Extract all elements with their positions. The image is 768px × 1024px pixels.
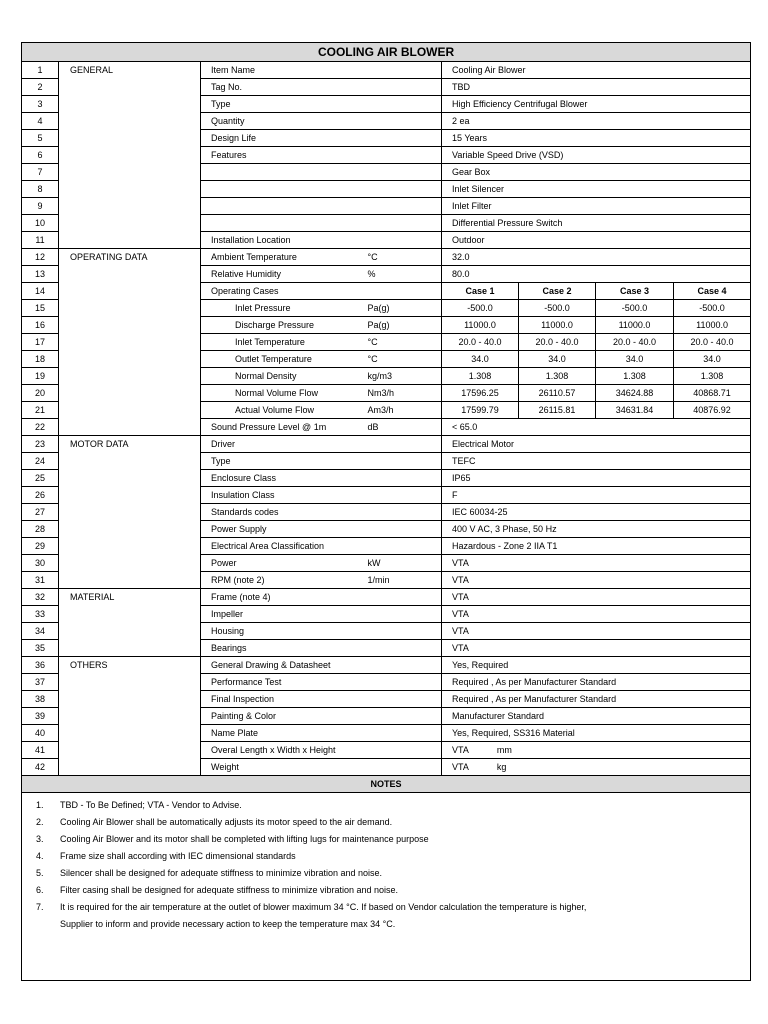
row-number: 30 [22, 555, 59, 572]
unit-label: kg/m3 [364, 368, 442, 385]
value-text: 400 V AC, 3 Phase, 50 Hz [452, 524, 557, 534]
unit-label: °C [364, 249, 442, 266]
note-number: 4. [36, 851, 44, 861]
item-label [201, 215, 364, 232]
value-cell [442, 96, 751, 113]
item-label: Painting & Color [201, 708, 364, 725]
row-number: 23 [22, 436, 59, 453]
value-cell [442, 266, 751, 283]
section-label-general: GENERAL [59, 62, 201, 249]
value-text: F [452, 490, 458, 500]
note-text: Cooling Air Blower shall be automatically adjusts its motor speed to the air demand. [60, 817, 393, 827]
unit-label: dB [364, 419, 442, 436]
note-number: 6. [36, 885, 44, 895]
row-number: 40 [22, 725, 59, 742]
value-text: TEFC [452, 456, 476, 466]
row-number: 16 [22, 317, 59, 334]
case-header: Case 3 [596, 283, 674, 300]
item-label: Bearings [201, 640, 364, 657]
value-cell [442, 198, 751, 215]
value-text: Required , As per Manufacturer Standard [452, 694, 617, 704]
row-number: 29 [22, 538, 59, 555]
value-text: VTA [452, 643, 469, 653]
row-number: 21 [22, 402, 59, 419]
item-label: Electrical Area Classification [201, 538, 364, 555]
unit-label [364, 674, 442, 691]
value-cell [442, 606, 751, 623]
unit-label [364, 759, 442, 776]
item-label: Discharge Pressure [201, 317, 364, 334]
case-header: Case 4 [674, 283, 751, 300]
row-number: 28 [22, 521, 59, 538]
unit-label [364, 164, 442, 181]
unit-label: Am3/h [364, 402, 442, 419]
note-text: Supplier to inform and provide necessary action to keep the temperature max 34 °C. [60, 919, 396, 929]
value-cell [442, 657, 751, 674]
row-number: 11 [22, 232, 59, 249]
case-value: 40876.92 [674, 402, 751, 419]
unit-label [364, 589, 442, 606]
value-text: 80.0 [452, 269, 470, 279]
value-cell [442, 147, 751, 164]
note-item [22, 882, 750, 899]
item-label: Frame (note 4) [201, 589, 364, 606]
value-text: Variable Speed Drive (VSD) [452, 150, 564, 160]
row-number: 19 [22, 368, 59, 385]
item-label: Operating Cases [201, 283, 364, 300]
item-label: Driver [201, 436, 364, 453]
item-label: Normal Density [201, 368, 364, 385]
note-text: Filter casing shall be designed for adequate stiffness to minimize vibration and noise. [60, 885, 399, 895]
unit-label: 1/min [364, 572, 442, 589]
value-cell [442, 232, 751, 249]
unit-label [364, 725, 442, 742]
note-item [22, 899, 750, 916]
item-label: Outlet Temperature [201, 351, 364, 368]
item-label: Item Name [201, 62, 364, 79]
note-item [22, 831, 750, 848]
value-text: Electrical Motor [452, 439, 515, 449]
value-text: 32.0 [452, 252, 470, 262]
value-unit: kg [496, 762, 507, 772]
note-text: Cooling Air Blower and its motor shall be completed with lifting lugs for maintenance purpose [60, 834, 429, 844]
case-value: 40868.71 [674, 385, 751, 402]
case-value: 11000.0 [519, 317, 596, 334]
value-cell [442, 572, 751, 589]
item-label: Overal Length x Width x Height [201, 742, 364, 759]
value-cell [442, 436, 751, 453]
row-number: 10 [22, 215, 59, 232]
item-label: Normal Volume Flow [201, 385, 364, 402]
value-text: Manufacturer Standard [452, 711, 545, 721]
row-number: 18 [22, 351, 59, 368]
unit-label [364, 691, 442, 708]
unit-label: Pa(g) [364, 317, 442, 334]
value-cell [442, 708, 751, 725]
value-text: Gear Box [452, 167, 491, 177]
case-value: 26110.57 [519, 385, 596, 402]
section-label-material: MATERIAL [59, 589, 201, 657]
item-label: Inlet Temperature [201, 334, 364, 351]
value-cell [442, 623, 751, 640]
unit-label [364, 487, 442, 504]
value-text: Yes, Required, SS316 Material [452, 728, 575, 738]
unit-label [364, 283, 442, 300]
value-cell [442, 487, 751, 504]
unit-label: Nm3/h [364, 385, 442, 402]
row-number: 27 [22, 504, 59, 521]
unit-label: Pa(g) [364, 300, 442, 317]
row-number: 1 [22, 62, 59, 79]
case-value: 20.0 - 40.0 [442, 334, 519, 351]
item-label: Power Supply [201, 521, 364, 538]
unit-label [364, 147, 442, 164]
item-label: Inlet Pressure [201, 300, 364, 317]
value-text: Cooling Air Blower [452, 65, 526, 75]
item-label [201, 181, 364, 198]
value-text: < 65.0 [452, 422, 478, 432]
case-value: -500.0 [674, 300, 751, 317]
case-value: 34.0 [519, 351, 596, 368]
item-label [201, 198, 364, 215]
value-cell [442, 504, 751, 521]
notes-body [22, 793, 751, 981]
value-text: VTA [452, 626, 469, 636]
row-number: 35 [22, 640, 59, 657]
unit-label: % [364, 266, 442, 283]
value-unit: mm [496, 745, 512, 755]
case-value: 34.0 [442, 351, 519, 368]
notes-title: NOTES [22, 776, 751, 793]
unit-label [364, 521, 442, 538]
row-number: 20 [22, 385, 59, 402]
row-number: 33 [22, 606, 59, 623]
value-cell [442, 470, 751, 487]
unit-label [364, 113, 442, 130]
unit-label [364, 232, 442, 249]
item-label: Tag No. [201, 79, 364, 96]
value-text: VTA [452, 558, 469, 568]
note-number: 2. [36, 817, 44, 827]
note-text: Frame size shall according with IEC dimensional standards [60, 851, 296, 861]
item-label [201, 164, 364, 181]
unit-label [364, 606, 442, 623]
item-label: Housing [201, 623, 364, 640]
row-number: 42 [22, 759, 59, 776]
item-label: Name Plate [201, 725, 364, 742]
item-label: Impeller [201, 606, 364, 623]
row-number: 14 [22, 283, 59, 300]
row-number: 3 [22, 96, 59, 113]
row-number: 15 [22, 300, 59, 317]
table-row [22, 249, 751, 266]
case-value: -500.0 [442, 300, 519, 317]
value-cell [442, 640, 751, 657]
table-row [22, 62, 751, 79]
unit-label [364, 538, 442, 555]
note-item [22, 848, 750, 865]
item-label: Weight [201, 759, 364, 776]
unit-label [364, 640, 442, 657]
item-label: Type [201, 453, 364, 470]
value-cell [442, 62, 751, 79]
row-number: 37 [22, 674, 59, 691]
unit-label [364, 504, 442, 521]
note-number: 5. [36, 868, 44, 878]
item-label: Installation Location [201, 232, 364, 249]
row-number: 8 [22, 181, 59, 198]
case-value: -500.0 [519, 300, 596, 317]
note-item [22, 797, 750, 814]
unit-label [364, 79, 442, 96]
row-number: 36 [22, 657, 59, 674]
case-value: 11000.0 [596, 317, 674, 334]
unit-label [364, 181, 442, 198]
value-text: VTA [452, 762, 469, 772]
item-label: Final Inspection [201, 691, 364, 708]
case-value: 20.0 - 40.0 [519, 334, 596, 351]
value-cell [442, 589, 751, 606]
case-value: 11000.0 [442, 317, 519, 334]
value-text: VTA [452, 609, 469, 619]
row-number: 12 [22, 249, 59, 266]
note-item [22, 865, 750, 882]
item-label: Enclosure Class [201, 470, 364, 487]
note-text: Silencer shall be designed for adequate stiffness to minimize vibration and noise. [60, 868, 383, 878]
case-value: 1.308 [442, 368, 519, 385]
case-value: 1.308 [519, 368, 596, 385]
value-text: VTA [452, 575, 469, 585]
value-cell [442, 674, 751, 691]
value-cell [442, 759, 751, 776]
table-row [22, 436, 751, 453]
note-item [22, 916, 750, 933]
datasheet-title: COOLING AIR BLOWER [22, 43, 751, 62]
row-number: 31 [22, 572, 59, 589]
note-text: TBD - To Be Defined; VTA - Vendor to Advise. [60, 800, 242, 810]
unit-label [364, 215, 442, 232]
case-value: 34631.84 [596, 402, 674, 419]
value-cell [442, 742, 751, 759]
section-label-others: OTHERS [59, 657, 201, 776]
item-label: Ambient Temperature [201, 249, 364, 266]
value-cell [442, 555, 751, 572]
case-value: 1.308 [596, 368, 674, 385]
value-cell [442, 130, 751, 147]
value-cell [442, 691, 751, 708]
item-label: Features [201, 147, 364, 164]
case-value: 11000.0 [674, 317, 751, 334]
table-row [22, 657, 751, 674]
case-value: -500.0 [596, 300, 674, 317]
row-number: 39 [22, 708, 59, 725]
unit-label [364, 453, 442, 470]
case-value: 17596.25 [442, 385, 519, 402]
value-text: Required , As per Manufacturer Standard [452, 677, 617, 687]
unit-label [364, 198, 442, 215]
unit-label [364, 708, 442, 725]
item-label: Performance Test [201, 674, 364, 691]
value-cell [442, 725, 751, 742]
value-cell [442, 538, 751, 555]
row-number: 17 [22, 334, 59, 351]
item-label: Design Life [201, 130, 364, 147]
value-text: Yes, Required [452, 660, 509, 670]
section-label-motor: MOTOR DATA [59, 436, 201, 589]
value-text: Inlet Filter [452, 201, 492, 211]
row-number: 32 [22, 589, 59, 606]
case-header: Case 1 [442, 283, 519, 300]
row-number: 9 [22, 198, 59, 215]
case-value: 34.0 [674, 351, 751, 368]
row-number: 25 [22, 470, 59, 487]
value-text: Hazardous - Zone 2 IIA T1 [452, 541, 558, 551]
value-text: IP65 [452, 473, 471, 483]
note-text: It is required for the air temperature at the outlet of blower maximum 34 °C. If based on Vendor calculation the temperature is higher, [60, 902, 587, 912]
value-text: Differential Pressure Switch [452, 218, 563, 228]
unit-label [364, 436, 442, 453]
item-label: RPM (note 2) [201, 572, 364, 589]
row-number: 24 [22, 453, 59, 470]
value-cell [442, 181, 751, 198]
row-number: 5 [22, 130, 59, 147]
row-number: 38 [22, 691, 59, 708]
row-number: 41 [22, 742, 59, 759]
row-number: 34 [22, 623, 59, 640]
item-label: Type [201, 96, 364, 113]
datasheet [21, 42, 750, 981]
case-value: 17599.79 [442, 402, 519, 419]
unit-label: °C [364, 334, 442, 351]
note-item [22, 814, 750, 831]
value-cell [442, 249, 751, 266]
unit-label [364, 62, 442, 79]
unit-label [364, 130, 442, 147]
item-label: Standards codes [201, 504, 364, 521]
item-label: Actual Volume Flow [201, 402, 364, 419]
item-label: Quantity [201, 113, 364, 130]
item-label: Sound Pressure Level @ 1m [201, 419, 364, 436]
item-label: Relative Humidity [201, 266, 364, 283]
note-number: 3. [36, 834, 44, 844]
unit-label [364, 470, 442, 487]
datasheet-table [21, 42, 751, 981]
value-text: VTA [452, 745, 469, 755]
row-number: 22 [22, 419, 59, 436]
case-value: 26115.81 [519, 402, 596, 419]
value-text: VTA [452, 592, 469, 602]
unit-label [364, 657, 442, 674]
case-value: 1.308 [674, 368, 751, 385]
value-text: TBD [452, 82, 470, 92]
notes-row [22, 793, 751, 981]
value-text: IEC 60034-25 [452, 507, 508, 517]
value-cell [442, 453, 751, 470]
value-cell [442, 113, 751, 130]
unit-label [364, 96, 442, 113]
value-cell [442, 79, 751, 96]
row-number: 7 [22, 164, 59, 181]
value-text: High Efficiency Centrifugal Blower [452, 99, 588, 109]
value-cell [442, 164, 751, 181]
unit-label: kW [364, 555, 442, 572]
table-row [22, 589, 751, 606]
value-text: 2 ea [452, 116, 470, 126]
unit-label: °C [364, 351, 442, 368]
note-number: 1. [36, 800, 44, 810]
row-number: 13 [22, 266, 59, 283]
case-header: Case 2 [519, 283, 596, 300]
value-cell [442, 419, 751, 436]
section-label-operating: OPERATING DATA [59, 249, 201, 436]
note-number: 7. [36, 902, 44, 912]
value-text: 15 Years [452, 133, 488, 143]
unit-label [364, 742, 442, 759]
value-text: Outdoor [452, 235, 485, 245]
item-label: Power [201, 555, 364, 572]
item-label: General Drawing & Datasheet [201, 657, 364, 674]
value-cell [442, 521, 751, 538]
item-label: Insulation Class [201, 487, 364, 504]
value-cell [442, 215, 751, 232]
case-value: 34.0 [596, 351, 674, 368]
row-number: 6 [22, 147, 59, 164]
unit-label [364, 623, 442, 640]
row-number: 2 [22, 79, 59, 96]
case-value: 20.0 - 40.0 [596, 334, 674, 351]
case-value: 34624.88 [596, 385, 674, 402]
notes-header-row [22, 776, 751, 793]
row-number: 4 [22, 113, 59, 130]
value-text: Inlet Silencer [452, 184, 505, 194]
row-number: 26 [22, 487, 59, 504]
case-value: 20.0 - 40.0 [674, 334, 751, 351]
